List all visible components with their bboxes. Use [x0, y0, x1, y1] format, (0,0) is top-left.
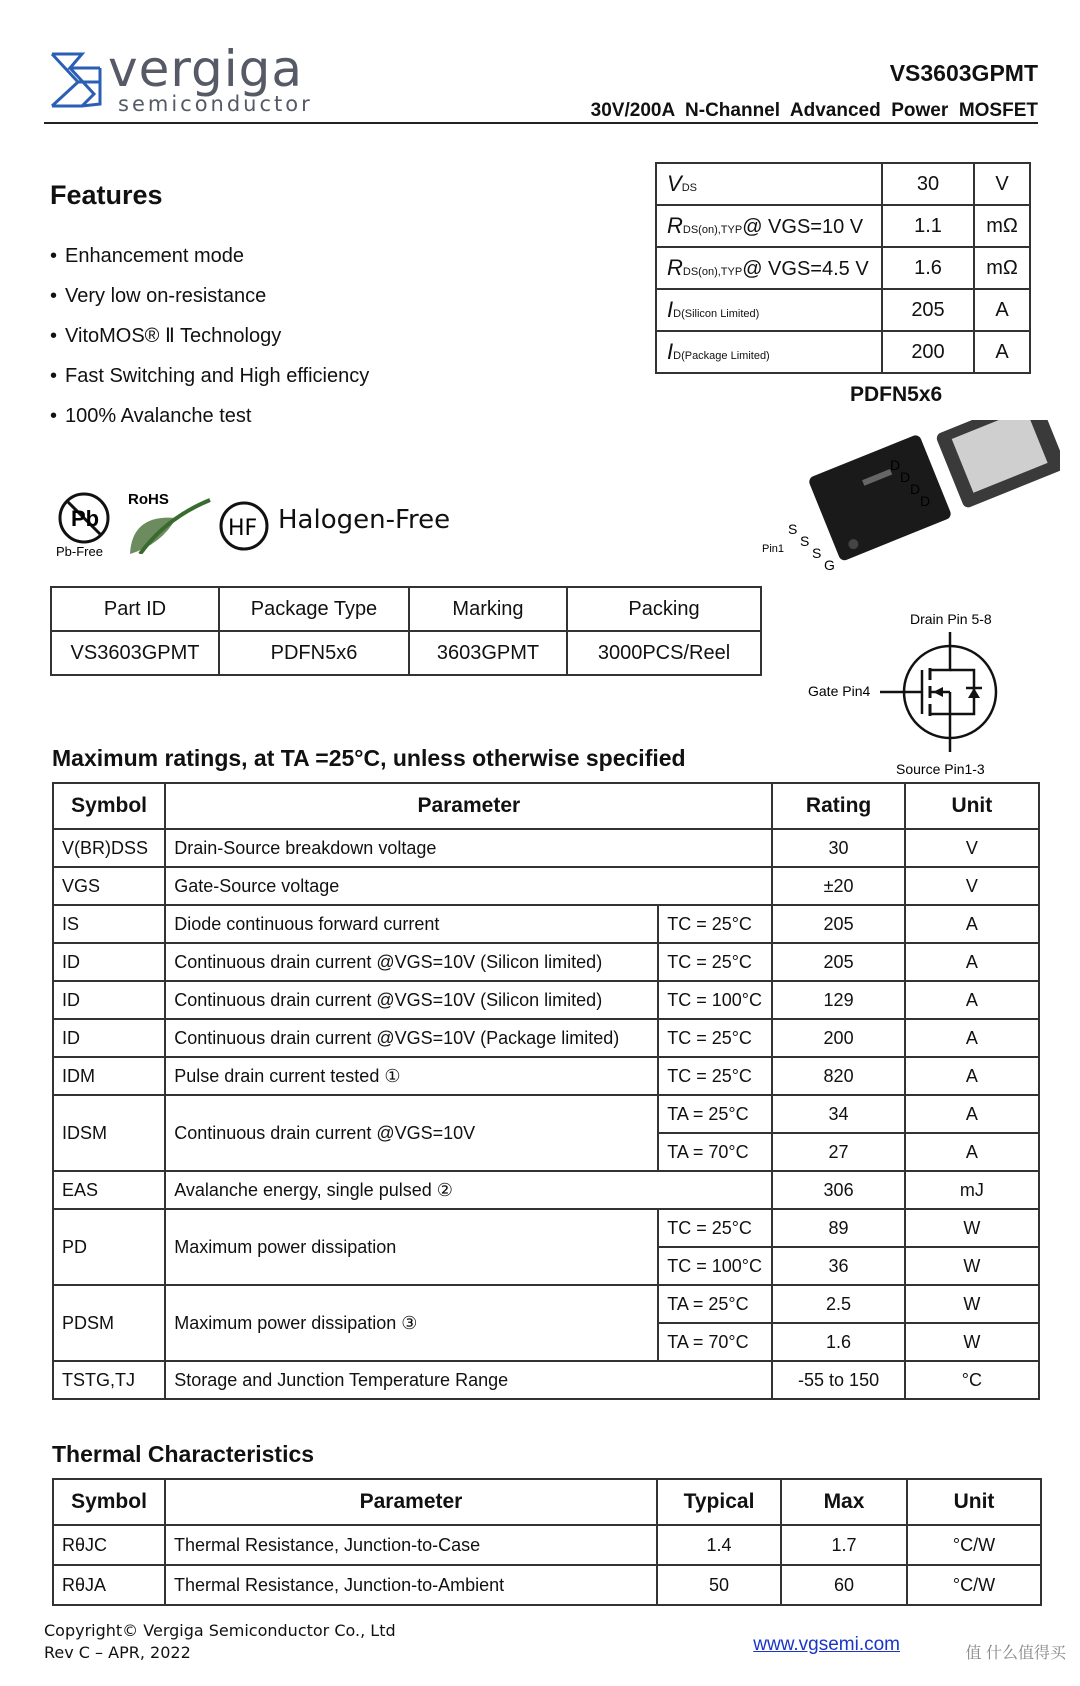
features-list: [50, 236, 369, 436]
table-header-row: Part ID Package Type Marking Packing: [51, 587, 761, 631]
spec-row: RDS(on),TYP@ VGS=10 V 1.1 mΩ: [656, 205, 1030, 247]
table-row: TC = 100°C 36 W: [53, 1247, 1039, 1285]
spec-row: VDS 30 V: [656, 163, 1030, 205]
svg-text:Gate Pin4: Gate Pin4: [808, 683, 871, 699]
spec-row: ID(Package Limited) 200 A: [656, 331, 1030, 373]
feature-item: • Enhancement mode: [50, 236, 369, 276]
svg-text:Source Pin1-3: Source Pin1-3: [896, 761, 985, 777]
feature-item: • VitoMOS® Ⅱ Technology: [50, 316, 369, 356]
table-row: VGS Gate-Source voltage ±20 V: [53, 867, 1039, 905]
pb-free-icon: [56, 490, 116, 560]
doc-subtitle: 30V/200A N-Channel Advanced Power MOSFET: [590, 100, 1038, 121]
watermark: 值 什么值得买: [965, 1645, 1066, 1662]
features-title: Features: [50, 180, 163, 210]
footer-copyright: Copyright© Vergiga Semiconductor Co., Ltd Rev C – APR, 2022: [44, 1621, 396, 1662]
svg-text:Drain Pin 5-8: Drain Pin 5-8: [910, 611, 992, 627]
table-row: TSTG,TJ Storage and Junction Temperature Range -55 to 150 °C: [53, 1361, 1039, 1399]
mosfet-schematic-icon: [800, 608, 1040, 778]
logo-mark-icon: [48, 48, 108, 110]
svg-text:D: D: [900, 469, 911, 485]
spec-row: ID(Silicon Limited) 205 A: [656, 289, 1030, 331]
table-row: RθJA Thermal Resistance, Junction-to-Ambient 50 60 °C/W: [53, 1565, 1041, 1605]
website-link[interactable]: www.vgsemi.com: [753, 1634, 900, 1655]
company-logo: [48, 40, 313, 116]
halogen-free-label: Halogen-Free: [278, 505, 451, 535]
svg-text:D: D: [920, 493, 931, 509]
table-row: IDSM Continuous drain current @VGS=10V TA = 25°C 34 A: [53, 1095, 1039, 1133]
svg-text:RoHS: RoHS: [128, 491, 169, 508]
svg-text:D: D: [910, 481, 921, 497]
table-row: EAS Avalanche energy, single pulsed ② 306 mJ: [53, 1171, 1039, 1209]
rohs-leaf-icon: [126, 484, 216, 554]
table-row: PD Maximum power dissipation TC = 25°C 89 W: [53, 1209, 1039, 1247]
ordering-info-table: [50, 586, 762, 676]
table-row: PDSM Maximum power dissipation ③ TA = 25°C 2.5 W: [53, 1285, 1039, 1323]
svg-text:Pin1: Pin1: [762, 543, 785, 555]
table-row: IDM Pulse drain current tested ① TC = 25°C 820 A: [53, 1057, 1039, 1095]
key-spec-table: [655, 162, 1031, 374]
table-row: V(BR)DSS Drain-Source breakdown voltage 30 V: [53, 829, 1039, 867]
package-name: PDFN5x6: [850, 383, 943, 406]
table-row: ID Continuous drain current @VGS=10V (Package limited) TC = 25°C 200 A: [53, 1019, 1039, 1057]
spec-row: RDS(on),TYP@ VGS=4.5 V 1.6 mΩ: [656, 247, 1030, 289]
svg-text:S: S: [812, 545, 822, 561]
table-row: RθJC Thermal Resistance, Junction-to-Case 1.4 1.7 °C/W: [53, 1525, 1041, 1565]
svg-text:HF: HF: [228, 516, 258, 541]
table-row: TA = 70°C 27 A: [53, 1133, 1039, 1171]
svg-text:S: S: [800, 533, 810, 549]
table-row: IS Diode continuous forward current TC = 25°C 205 A: [53, 905, 1039, 943]
max-ratings-table: [52, 782, 1040, 1400]
halogen-free-icon: [218, 500, 270, 552]
package-photo-icon: [760, 420, 1060, 585]
svg-text:D: D: [890, 457, 901, 473]
logo-subtitle: semiconductor: [118, 92, 313, 116]
compliance-badges: [56, 490, 476, 560]
table-row: VS3603GPMT PDFN5x6 3603GPMT 3000PCS/Reel: [51, 631, 761, 675]
thermal-table: [52, 1478, 1042, 1606]
table-header-row: Symbol Parameter Typical Max Unit: [53, 1479, 1041, 1525]
table-row: ID Continuous drain current @VGS=10V (Silicon limited) TC = 25°C 205 A: [53, 943, 1039, 981]
header-divider: [44, 122, 1038, 124]
logo-word: vergiga: [108, 40, 304, 98]
table-row: ID Continuous drain current @VGS=10V (Silicon limited) TC = 100°C 129 A: [53, 981, 1039, 1019]
thermal-title: Thermal Characteristics: [52, 1441, 315, 1467]
svg-text:G: G: [824, 557, 835, 573]
svg-text:Pb-Free: Pb-Free: [56, 544, 103, 559]
part-number: VS3603GPMT: [889, 60, 1038, 86]
feature-item: • 100% Avalanche test: [50, 396, 369, 436]
svg-text:S: S: [788, 521, 798, 537]
table-header-row: Symbol Parameter Rating Unit: [53, 783, 1039, 829]
svg-text:Pb: Pb: [71, 506, 100, 531]
feature-item: • Very low on-resistance: [50, 276, 369, 316]
feature-item: • Fast Switching and High efficiency: [50, 356, 369, 396]
max-ratings-title: Maximum ratings, at TA =25°C, unless otherwise specified: [52, 745, 686, 771]
table-row: TA = 70°C 1.6 W: [53, 1323, 1039, 1361]
